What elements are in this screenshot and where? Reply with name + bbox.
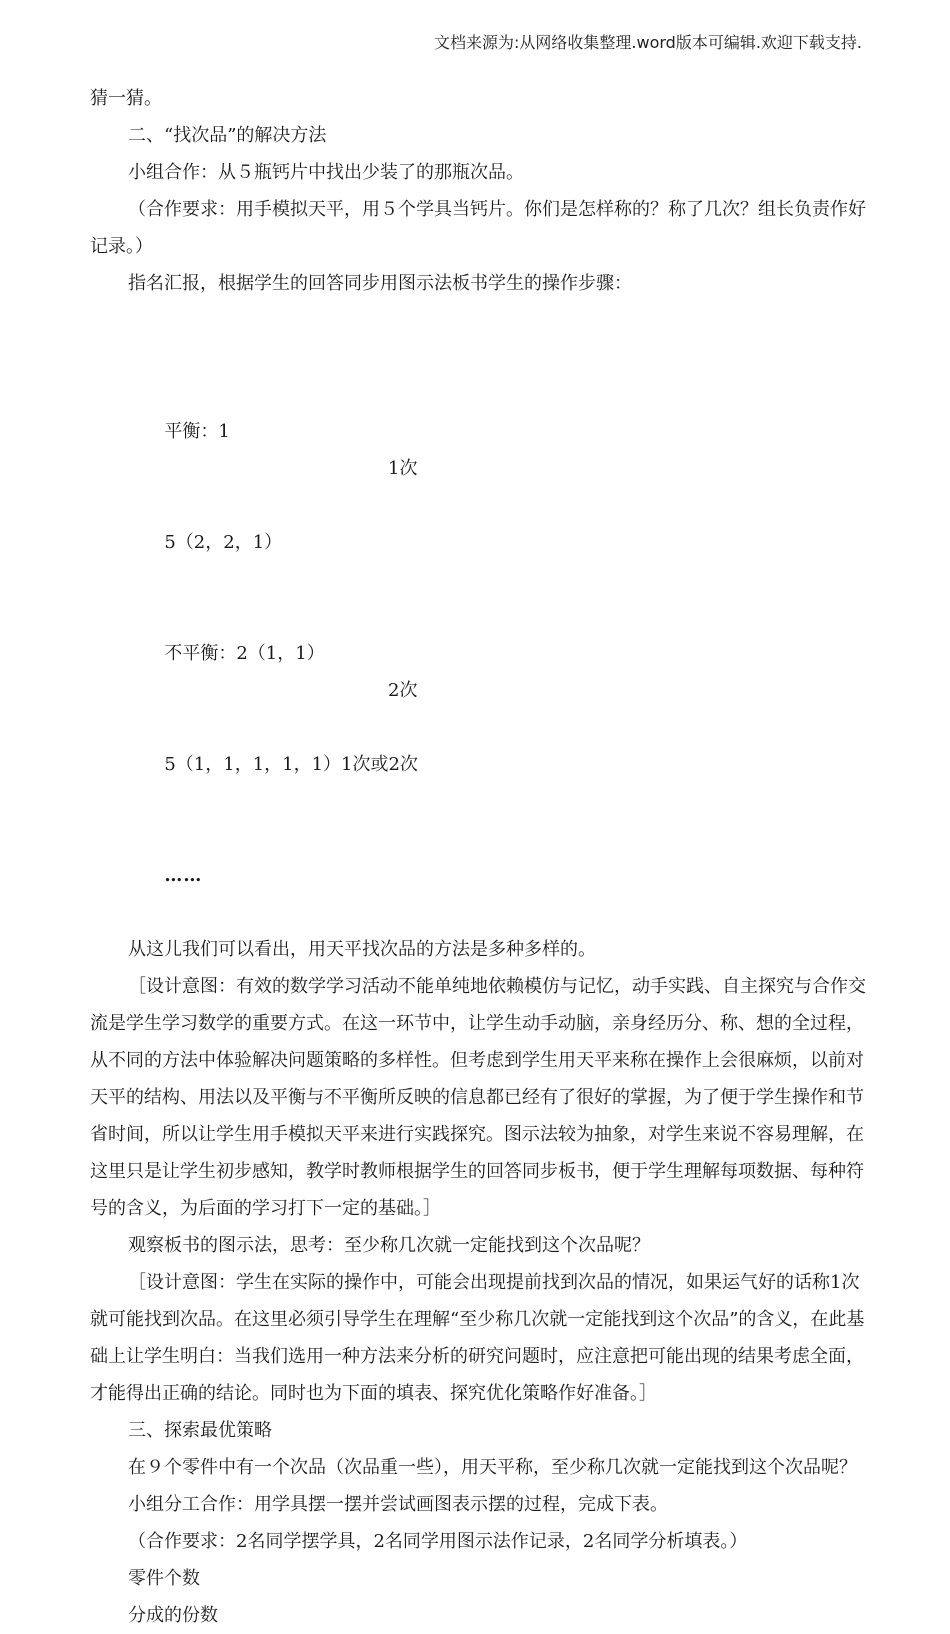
document-source-header: 文档来源为:从网络收集整理.word版本可编辑.欢迎下载支持. xyxy=(434,33,862,52)
table-label-groups: 分成的份数 xyxy=(128,1605,218,1626)
board-row xyxy=(130,598,866,701)
document-body xyxy=(90,80,866,1634)
paragraph-group-task: 小组合作：从５瓶钙片中找出少装了的那瓶次品。 xyxy=(128,162,524,183)
section-heading-2: 二、“找次品”的解决方法 xyxy=(128,125,327,146)
paragraph-conclusion: 从这儿我们可以看出，用天平找次品的方法是多种多样的。 xyxy=(128,939,596,960)
board-row xyxy=(130,376,866,479)
paragraph-group-work: 小组分工合作：用学具摆一摆并尝试画图表示摆的过程，完成下表。 xyxy=(128,1494,668,1515)
board-row-left: 不平衡：2（1，1） xyxy=(164,643,325,664)
board-row-left: 平衡：1 xyxy=(164,421,230,442)
board-row-right: 2次 xyxy=(388,680,418,701)
paragraph-work-requirements: （合作要求：2名同学摆学具，2名同学用图示法作记录，2名同学分析填表。） xyxy=(128,1531,748,1552)
paragraph-problem: 在９个零件中有一个次品（次品重一些），用天平称，至少称几次就一定能找到这个次品呢？ xyxy=(128,1457,857,1478)
board-row xyxy=(130,709,866,775)
paragraph-report: 指名汇报，根据学生的回答同步用图示法板书学生的操作步骤： xyxy=(128,273,632,294)
section-heading-3: 三、探索最优策略 xyxy=(128,1420,272,1441)
board-ellipsis: …… xyxy=(164,865,203,886)
paragraph-design-intent-1: ［设计意图：有效的数学学习活动不能单纯地依赖模仿与记忆，动手实践、自主探究与合作交流是学生学习数学的重要方式。在这一环节中，让学生动手动脑，亲身经历分、称、想的全过程，从不同的方法中体验解决问题策略的多样性。但考虑到学生用天平来称在操作上会很麻烦，以前对天平的结构、用法以及平衡与不平衡所反映的信息都已经有了很好的掌握，为了便于学生操作和节省时间，所以让学生用手模拟天平来进行实践探究。图示法较为抽象，对学生来说不容易理解，在这里只是让学生初步感知，教学时教师根据学生的回答同步板书，便于学生理解每项数据、每种符号的含义，为后面的学习打下一定的基础。］ xyxy=(90,976,866,1219)
board-row-right: 1次 xyxy=(388,458,418,479)
board-row-left: 5（2，2，1） xyxy=(164,532,283,553)
board-diagram xyxy=(90,302,866,931)
board-row xyxy=(130,820,866,886)
paragraph-guess: 猜一猜。 xyxy=(90,88,162,109)
board-row-left: 5（1，1，1，1，1）1次或2次 xyxy=(164,754,418,775)
paragraph-design-intent-2: ［设计意图：学生在实际的操作中，可能会出现提前找到次品的情况，如果运气好的话称1次就可能找到次品。在这里必须引导学生在理解“至少称几次就一定能找到这个次品”的含义，在此基础上让学生明白：当我们选用一种方法来分析的研究问题时，应注意把可能出现的结果考虑全面，才能得出正确的结论。同时也为下面的填表、探究优化策略作好准备。］ xyxy=(90,1272,865,1404)
table-label-parts-count: 零件个数 xyxy=(128,1568,200,1589)
paragraph-observe: 观察板书的图示法，思考：至少称几次就一定能找到这个次品呢？ xyxy=(128,1235,650,1256)
paragraph-cooperation-requirements: （合作要求：用手模拟天平，用５个学具当钙片。你们是怎样称的？称了几次？组长负责作好记录。） xyxy=(90,199,866,257)
board-row xyxy=(130,487,866,553)
